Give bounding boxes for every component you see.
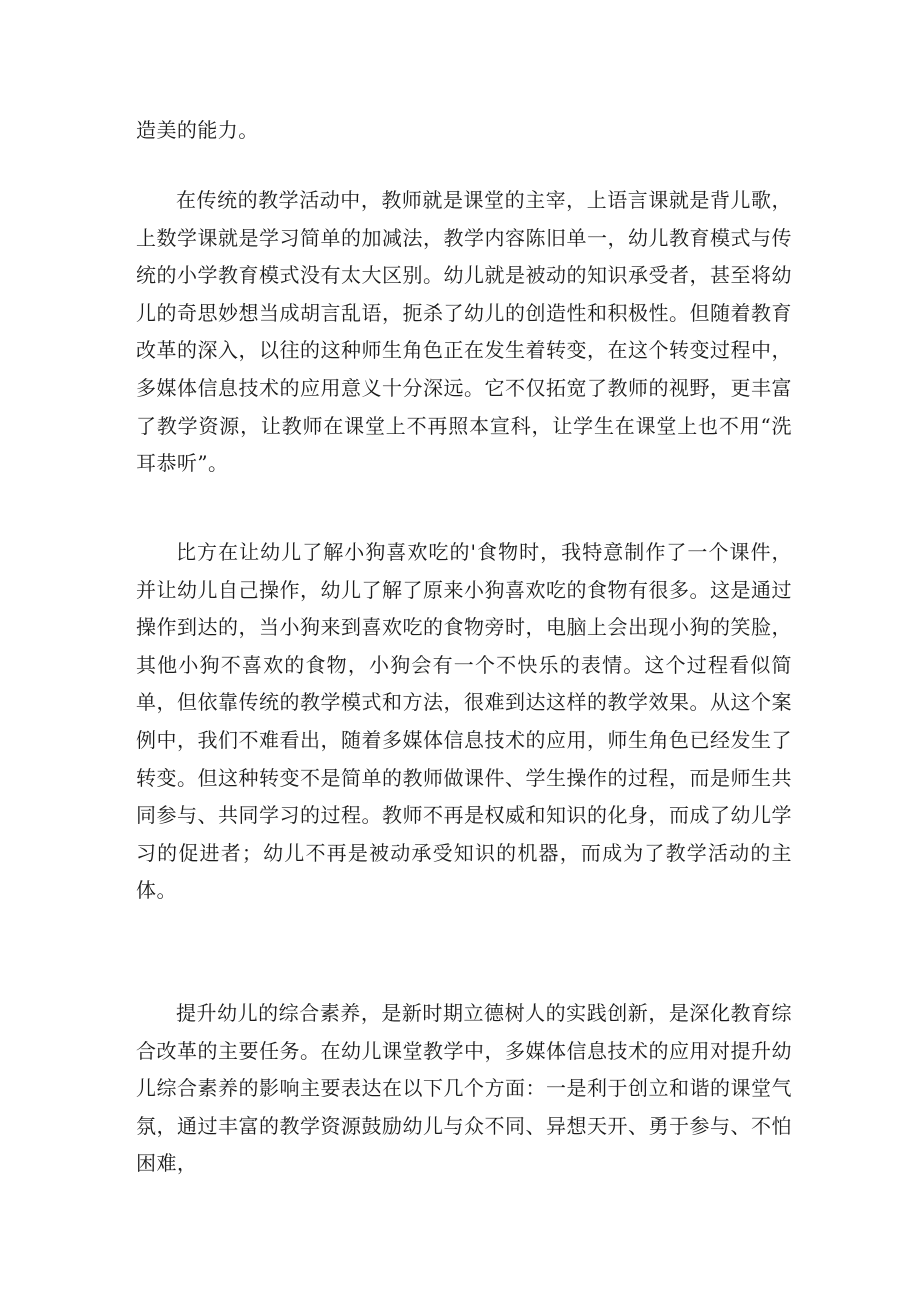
paragraph-comprehensive-quality: 提升幼儿的综合素养，是新时期立德树人的实践创新，是深化教育综合改革的主要任务。在幼儿课堂教学中，多媒体信息技术的应用对提升幼儿综合素养的影响主要表达在以下几个方面：一是利于创立和谐的课堂气氛，通过丰富的教学资源鼓励幼儿与众不同、异想天开、勇于参与、不怕困难， bbox=[136, 1001, 792, 1176]
paragraph-puppy-example: 比方在让幼儿了解小狗喜欢吃的'食物时，我特意制作了一个课件，并让幼儿自己操作，幼儿了解了原来小狗喜欢吃的食物有很多。这是通过操作到达的，当小狗来到喜欢吃的食物旁时，电脑上会出现小狗的笑脸，其他小狗不喜欢的食物，小狗会有一个不快乐的表情。这个过程看似简单，但依靠传统的教学模式和方法，很难到达这样的教学效果。从这个案例中，我们不难看出，随着多媒体信息技术的应用，师生角色已经发生了转变。但这种转变不是简单的教师做课件、学生操作的过程，而是师生共同参与、共同学习的过程。教师不再是权威和知识的化身，而成了幼儿学习的促进者；幼儿不再是被动承受知识的机器，而成为了教学活动的主体。 bbox=[136, 540, 792, 903]
paragraph-continuation: 造美的能力。 bbox=[136, 118, 259, 142]
paragraph-traditional-teaching: 在传统的教学活动中，教师就是课堂的主宰，上语言课就是背儿歌，上数学课就是学习简单的加减法，教学内容陈旧单一，幼儿教育模式与传统的小学教育模式没有太大区别。幼儿就是被动的知识承受者，甚至将幼儿的奇思妙想当成胡言乱语，扼杀了幼儿的创造性和积极性。但随着教育改革的深入，以往的这种师生角色正在发生着转变，在这个转变过程中，多媒体信息技术的应用意义十分深远。它不仅拓宽了教师的视野，更丰富了教学资源，让教师在课堂上不再照本宣科，让学生在课堂上也不用“洗耳恭听”。 bbox=[136, 188, 792, 476]
